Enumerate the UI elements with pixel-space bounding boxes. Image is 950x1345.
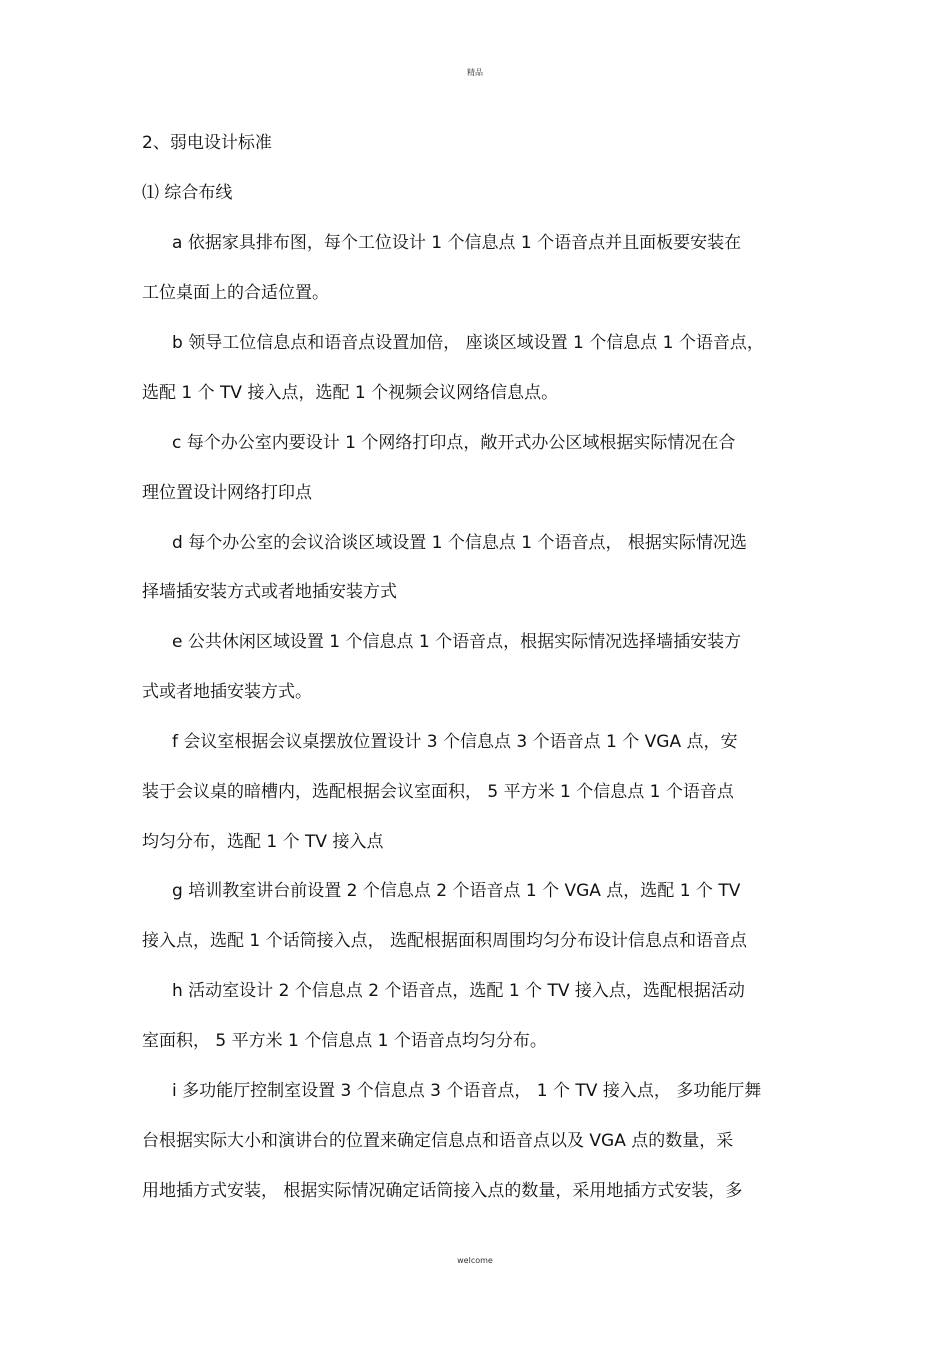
page-footer: welcome (457, 1256, 493, 1265)
text-line: 接入点，选配 1 个话筒接入点， 选配根据面积周围均匀分布设计信息点和语音点 (142, 931, 748, 951)
text-line: c 每个办公室内要设计 1 个网络打印点，敞开式办公区域根据实际情况在合 (172, 433, 736, 453)
text-line: h 活动室设计 2 个信息点 2 个语音点，选配 1 个 TV 接入点，选配根据活动 (172, 981, 745, 1001)
text-line: 装于会议桌的暗槽内，选配根据会议室面积， 5 平方米 1 个信息点 1 个语音点 (142, 782, 734, 802)
text-line: f 会议室根据会议桌摆放位置设计 3 个信息点 3 个语音点 1 个 VGA 点，安 (172, 732, 738, 752)
section-title: 2、弱电设计标准 (142, 133, 272, 153)
text-line: 用地插方式安装， 根据实际情况确定话筒接入点的数量，采用地插方式安装，多 (142, 1181, 743, 1201)
text-line: 式或者地插安装方式。 (142, 682, 312, 702)
text-line: 选配 1 个 TV 接入点，选配 1 个视频会议网络信息点。 (142, 383, 559, 403)
text-line: d 每个办公室的会议洽谈区域设置 1 个信息点 1 个语音点， 根据实际情况选 (172, 533, 747, 553)
text-line: 室面积， 5 平方米 1 个信息点 1 个语音点均匀分布。 (142, 1031, 547, 1051)
text-line: g 培训教室讲台前设置 2 个信息点 2 个语音点 1 个 VGA 点，选配 1 个 TV (172, 881, 741, 901)
page-header: 精品 (467, 68, 483, 77)
text-line: b 领导工位信息点和语音点设置加倍， 座谈区域设置 1 个信息点 1 个语音点， (172, 333, 764, 353)
text-line: 理位置设计网络打印点 (142, 483, 312, 503)
text-line: 择墙插安装方式或者地插安装方式 (142, 582, 397, 602)
text-line: a 依据家具排布图，每个工位设计 1 个信息点 1 个语音点并且面板要安装在 (172, 233, 742, 253)
text-line: 台根据实际大小和演讲台的位置来确定信息点和语音点以及 VGA 点的数量，采 (142, 1131, 734, 1151)
text-line: 均匀分布，选配 1 个 TV 接入点 (142, 832, 384, 852)
text-line: 工位桌面上的合适位置。 (142, 283, 329, 303)
text-line: e 公共休闲区域设置 1 个信息点 1 个语音点，根据实际情况选择墙插安装方 (172, 632, 742, 652)
text-line: i 多功能厅控制室设置 3 个信息点 3 个语音点， 1 个 TV 接入点， 多功能厅舞 (172, 1081, 762, 1101)
subsection-title: ⑴ 综合布线 (142, 183, 233, 203)
